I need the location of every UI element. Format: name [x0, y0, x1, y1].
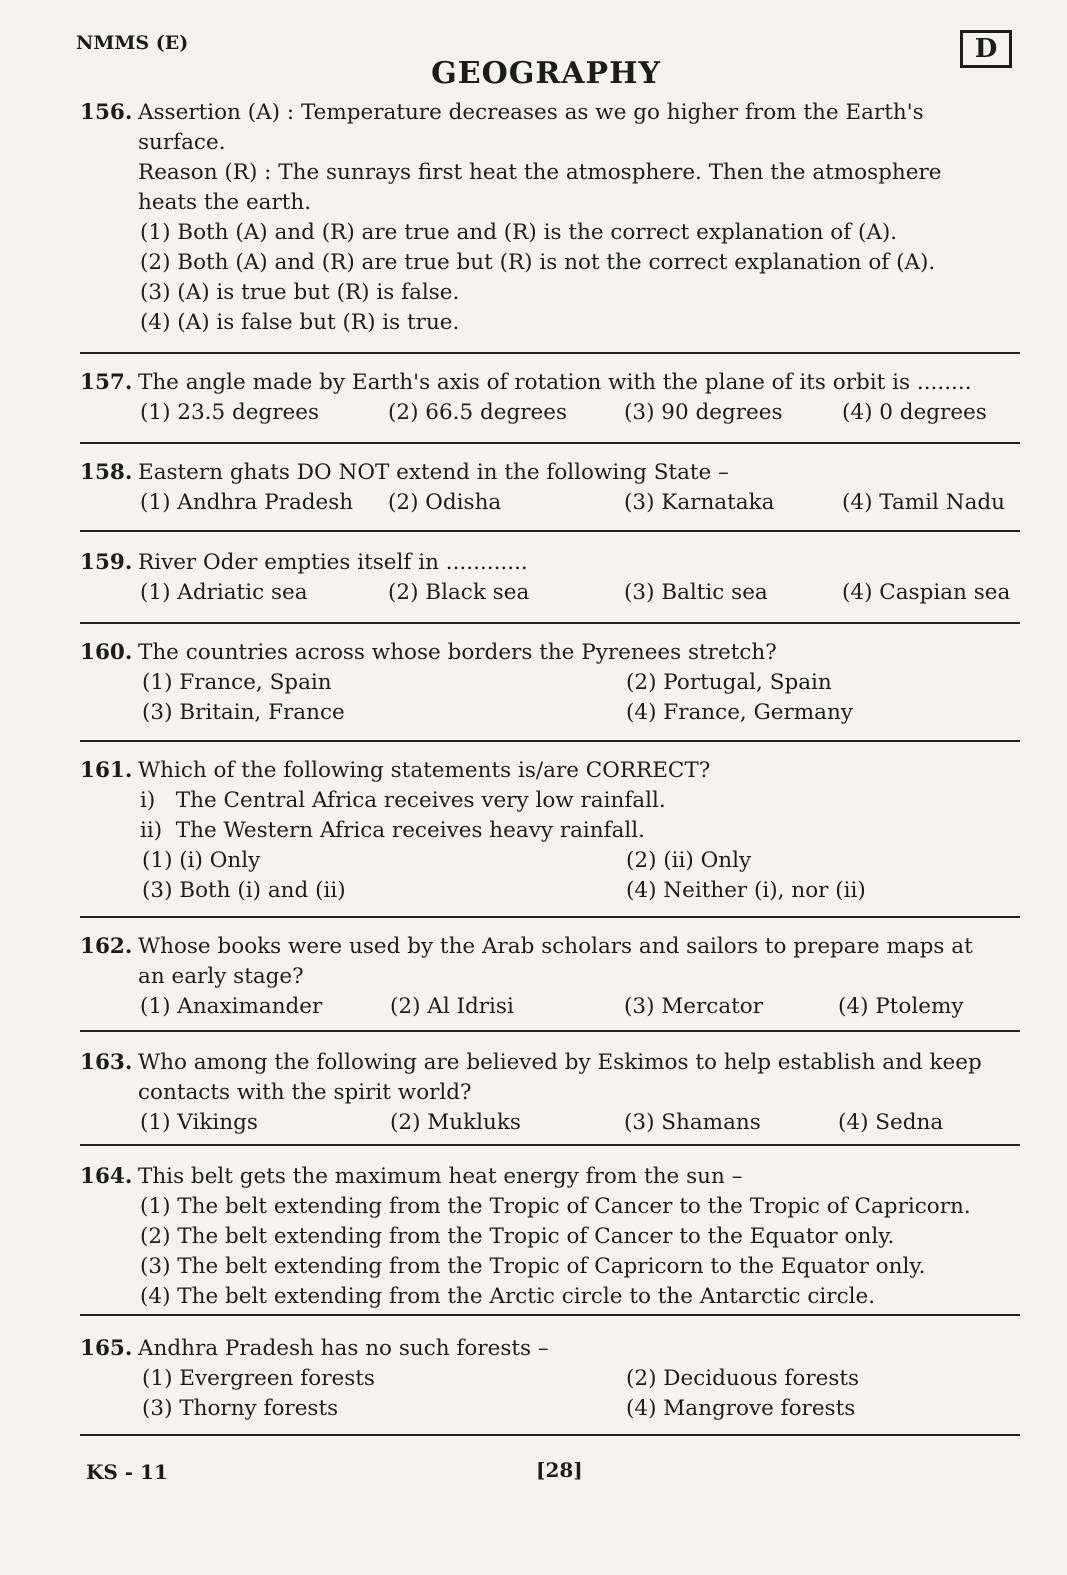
divider [80, 1434, 1020, 1436]
option: (3) The belt extending from the Tropic of Capricorn to the Equator only. [140, 1254, 926, 1279]
divider [80, 530, 1020, 532]
option: (4) The belt extending from the Arctic circle to the Antarctic circle. [140, 1284, 876, 1309]
option: (3) Mercator [624, 994, 764, 1019]
question-text: Reason (R) : The sunrays first heat the atmosphere. Then the atmosphere [138, 160, 942, 185]
option: (3) 90 degrees [624, 400, 783, 425]
option: (4) Sedna [838, 1110, 944, 1135]
option: (4) (A) is false but (R) is true. [140, 310, 460, 335]
option: (4) Neither (i), nor (ii) [626, 878, 866, 903]
question-text: Andhra Pradesh has no such forests – [138, 1336, 549, 1361]
question-text: heats the earth. [138, 190, 312, 215]
option: (2) The belt extending from the Tropic of Cancer to the Equator only. [140, 1224, 895, 1249]
option: (4) Tamil Nadu [842, 490, 1005, 515]
option: (1) Anaximander [140, 994, 323, 1019]
option: (4) Caspian sea [842, 580, 1011, 605]
question-text: The countries across whose borders the Pyrenees stretch? [138, 640, 777, 665]
question-number: 163. [80, 1050, 133, 1075]
question-158 [80, 458, 1020, 518]
question-text: Who among the following are believed by Eskimos to help establish and keep [138, 1050, 982, 1075]
question-162 [80, 932, 1020, 1022]
option: (1) Vikings [140, 1110, 258, 1135]
question-text: contacts with the spirit world? [138, 1080, 472, 1105]
question-number: 162. [80, 934, 133, 959]
question-text: The angle made by Earth's axis of rotation with the plane of its orbit is ........ [138, 370, 972, 395]
question-number: 158. [80, 460, 133, 485]
option: (3) Shamans [624, 1110, 761, 1135]
divider [80, 1314, 1020, 1316]
question-161 [80, 756, 1020, 906]
option: (2) Deciduous forests [626, 1366, 860, 1391]
option: (3) Britain, France [142, 700, 345, 725]
option: (2) Odisha [388, 490, 502, 515]
question-text: Which of the following statements is/are CORRECT? [138, 758, 711, 783]
divider [80, 622, 1020, 624]
section-title: GEOGRAPHY [431, 56, 661, 91]
question-number: 160. [80, 640, 133, 665]
option: (3) Thorny forests [142, 1396, 339, 1421]
option: (2) 66.5 degrees [388, 400, 568, 425]
question-157 [80, 368, 1020, 428]
option: (1) Evergreen forests [142, 1366, 375, 1391]
question-number: 156. [80, 100, 133, 125]
question-164 [80, 1162, 1020, 1312]
question-number: 159. [80, 550, 133, 575]
question-165 [80, 1334, 1020, 1424]
option: (2) Black sea [388, 580, 530, 605]
question-159 [80, 548, 1020, 608]
question-text: Assertion (A) : Temperature decreases as we go higher from the Earth's [138, 100, 924, 125]
divider [80, 352, 1020, 354]
question-text: Whose books were used by the Arab scholars and sailors to prepare maps at [138, 934, 973, 959]
question-number: 157. [80, 370, 133, 395]
booklet-code: KS - 11 [86, 1460, 168, 1484]
option: (1) The belt extending from the Tropic of Cancer to the Tropic of Capricorn. [140, 1194, 971, 1219]
option: (2) Al Idrisi [390, 994, 514, 1019]
set-code-box: D [960, 30, 1012, 68]
divider [80, 740, 1020, 742]
question-number: 161. [80, 758, 133, 783]
statement: ii) The Western Africa receives heavy rainfall. [140, 818, 646, 843]
divider [80, 442, 1020, 444]
option: (4) Mangrove forests [626, 1396, 856, 1421]
question-text: surface. [138, 130, 226, 155]
option: (4) Ptolemy [838, 994, 964, 1019]
option: (1) (i) Only [142, 848, 261, 873]
divider [80, 1144, 1020, 1146]
option: (3) (A) is true but (R) is false. [140, 280, 460, 305]
option: (1) Adriatic sea [140, 580, 308, 605]
divider [80, 916, 1020, 918]
option: (1) France, Spain [142, 670, 332, 695]
question-text: River Oder empties itself in ............ [138, 550, 528, 575]
option: (1) Both (A) and (R) are true and (R) is the correct explanation of (A). [140, 220, 898, 245]
option: (4) 0 degrees [842, 400, 987, 425]
question-text: an early stage? [138, 964, 304, 989]
question-163 [80, 1048, 1020, 1138]
option: (2) Mukluks [390, 1110, 521, 1135]
option: (3) Karnataka [624, 490, 775, 515]
question-number: 164. [80, 1164, 133, 1189]
option: (2) (ii) Only [626, 848, 752, 873]
question-156 [80, 98, 1020, 338]
option: (3) Baltic sea [624, 580, 768, 605]
option: (1) Andhra Pradesh [140, 490, 354, 515]
exam-header: NMMS (E) [76, 32, 189, 54]
option: (3) Both (i) and (ii) [142, 878, 346, 903]
option: (4) France, Germany [626, 700, 853, 725]
statement: i) The Central Africa receives very low rainfall. [140, 788, 666, 813]
option: (2) Portugal, Spain [626, 670, 832, 695]
question-number: 165. [80, 1336, 133, 1361]
page-number: [28] [536, 1458, 583, 1482]
question-160 [80, 638, 1020, 728]
option: (1) 23.5 degrees [140, 400, 320, 425]
question-text: Eastern ghats DO NOT extend in the following State – [138, 460, 729, 485]
divider [80, 1030, 1020, 1032]
question-text: This belt gets the maximum heat energy from the sun – [138, 1164, 743, 1189]
option: (2) Both (A) and (R) are true but (R) is not the correct explanation of (A). [140, 250, 936, 275]
